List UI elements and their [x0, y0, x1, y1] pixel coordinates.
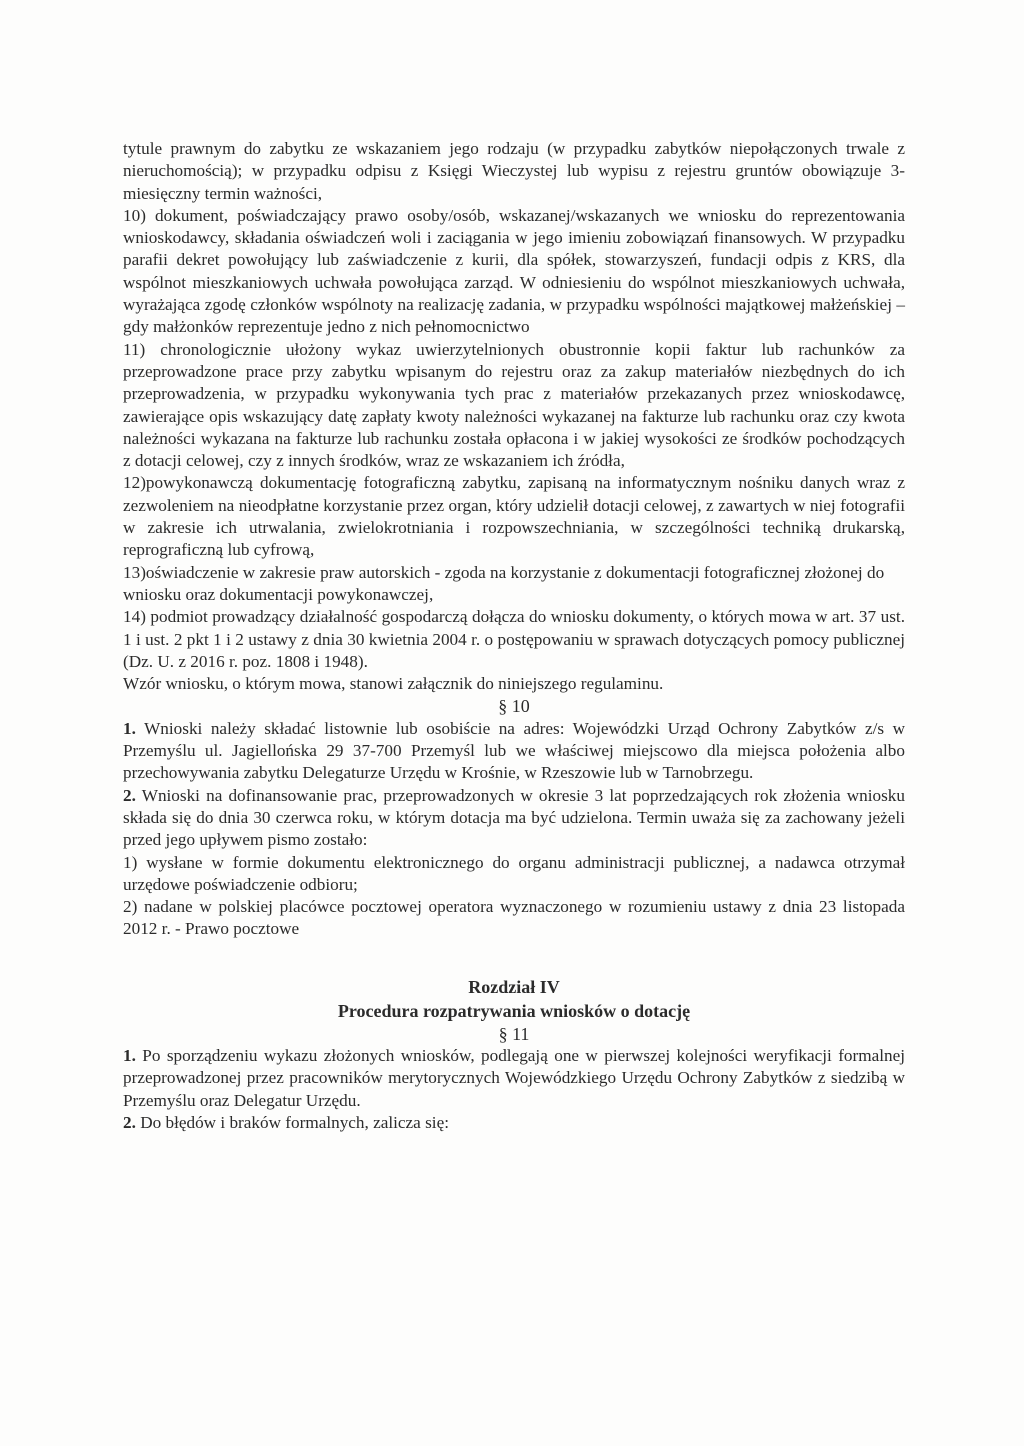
paragraph-text: Wnioski na dofinansowanie prac, przeprowadzonych w okresie 3 lat poprzedzających rok złożenia wniosku składa się do dnia 30 czerwca roku, w którym dotacja ma być udzielona. Termin uważa się za zachowany jeżeli przed jego upływem pismo zostało: [123, 785, 905, 850]
paragraph-number: 1. [123, 1045, 136, 1065]
item-13: 13)oświadczenie w zakresie praw autorskich - zgoda na korzystanie z dokumentacji fotograficznej złożonej do wniosku oraz dokumentacji powykonawczej, [123, 562, 885, 604]
paragraph-text: Do błędów i braków formalnych, zalicza się: [135, 1112, 449, 1132]
item-11: 11) chronologicznie ułożony wykaz uwierzytelnionych obustronnie kopii faktur lub rachunków za przeprowadzone prace przy zabytku wpisanym do rejestru oraz za zakup materiałów niezbędnych do ich przeprowadzenia, w przypadku wykonywania tych prac z materiałów przekazanych przez wnioskodawcę, zawierające opis wskazujący datę zapłaty kwoty należności wykazanej na fakturze lub rachunku oraz czy kwota należności wykazana na fakturze lub rachunku została opłacona i w jakiej wysokości ze środków pochodzących z dotacji celowej, czy z innych środków, wraz ze wskazaniem ich źródła, [123, 339, 905, 471]
paragraph-text: Po sporządzeniu wykazu złożonych wniosków, podlegają one w pierwszej kolejności weryfikacji formalnej przeprowadzonej przez pracowników merytorycznych Wojewódzkiego Urzędu Ochrony Zabytków z siedzibą w Przemyślu oraz Delegatur Urzędu. [123, 1045, 905, 1110]
section-10-item-2: 2) nadane w polskiej placówce pocztowej operatora wyznaczonego w rozumieniu ustawy z dnia 23 listopada 2012 r. - Prawo pocztowe [123, 897, 905, 939]
section-10-paragraph-1 [123, 718, 905, 785]
form-note: Wzór wniosku, o którym mowa, stanowi załącznik do niniejszego regulaminu. [123, 674, 664, 694]
section-10-item-1: 1) wysłane w formie dokumentu elektronicznego do organu administracji publicznej, a nadawca otrzymał urzędowe poświadczenie odbioru; [123, 852, 905, 894]
chapter-title: Rozdział IV [468, 976, 560, 997]
paragraph-number: 2. [123, 785, 136, 805]
chapter-heading [123, 975, 905, 1023]
section-11-paragraph-1 [123, 1045, 905, 1112]
paragraph-number: 1. [123, 718, 136, 738]
section-11-paragraph-2 [123, 1112, 905, 1134]
item-12: 12)powykonawczą dokumentację fotograficzną zabytku, zapisaną na informatycznym nośniku danych wraz z zezwoleniem na nieodpłatne korzystanie przez organ, który udzielił dotacji celowej, z zawartych w niej fotografii w zakresie ich utrwalania, zwielokrotniania i rozpowszechniania, w szczególności techniką drukarską, reprograficzną lub cyfrową, [123, 473, 905, 560]
paragraph-text: Wnioski należy składać listownie lub osobiście na adres: Wojewódzki Urząd Ochrony Zabytków z/s w Przemyślu ul. Jagiellońska 29 37-700 Przemyśl lub we właściwej miejscowo dla miejsca położenia albo przechowywania zabytku Delegaturze Urzędu w Krośnie, w Rzeszowie lub w Tarnobrzegu. [123, 718, 905, 783]
section-11-heading: § 11 [498, 1023, 530, 1044]
section-10-paragraph-2 [123, 785, 905, 852]
item-14: 14) podmiot prowadzący działalność gospodarczą dołącza do wniosku dokumenty, o których mowa w art. 37 ust. 1 i ust. 2 pkt 1 i 2 ustawy z dnia 30 kwietnia 2004 r. o postępowaniu w sprawach dotyczących pomocy publicznej (Dz. U. z 2016 r. poz. 1808 i 1948). [123, 607, 905, 671]
item-10: 10) dokument, poświadczający prawo osoby/osób, wskazanej/wskazanych we wniosku do reprezentowania wnioskodawcy, składania oświadczeń woli i zaciągania w jego imieniu zobowiązań finansowych. W przypadku parafii dekret powołujący lub zaświadczenie z kurii, dla spółek, stowarzyszeń, fundacji odpis z KRS, dla wspólnot mieszkaniowych uchwała powołująca zarząd. W odniesieniu do wspólnot mieszkaniowych uchwała, wyrażająca zgodę członków wspólnoty na realizację zadania, w przypadku wspólności majątkowej małżeńskiej – gdy małżonków reprezentuje jedno z nich pełnomocnictwo [123, 205, 905, 337]
item-9-continuation: tytule prawnym do zabytku ze wskazaniem jego rodzaju (w przypadku zabytków niepołączonych trwale z nieruchomością); w przypadku odpisu z Księgi Wieczystej lub wypisu z rejestru gruntów obowiązuje 3-miesięczny termin ważności, [123, 139, 905, 203]
section-10-heading: § 10 [498, 696, 530, 717]
document-body [123, 138, 905, 1134]
chapter-subtitle: Procedura rozpatrywania wniosków o dotację [337, 1000, 691, 1021]
paragraph-number: 2. [123, 1112, 136, 1132]
